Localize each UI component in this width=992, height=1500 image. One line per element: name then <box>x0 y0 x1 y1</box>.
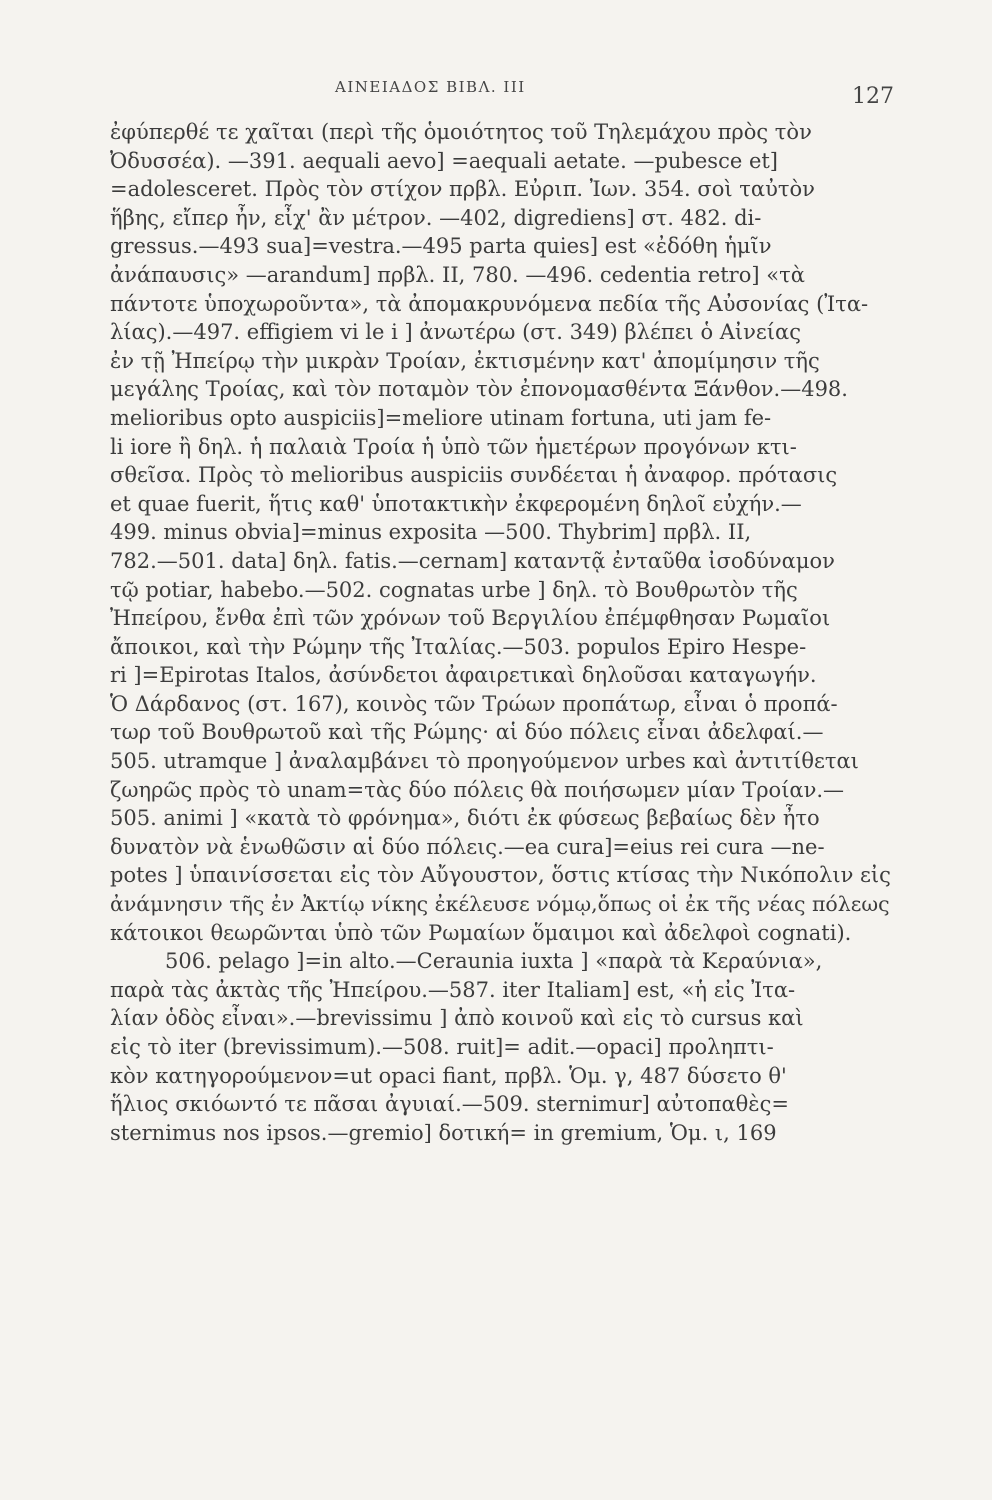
text-line: ἀνάπαυσις» —arandum] πρβλ. II, 780. —496. cedentia retro] «τὰ <box>110 262 805 287</box>
text-line: σθεῖσα. Πρὸς τὸ melioribus auspiciis συνδέεται ἡ ἀναφορ. πρότασις <box>110 463 838 488</box>
page-number: 127 <box>852 84 894 109</box>
running-head: ΑΙΝΕΙΑΔΟΣ ΒΙΒΛ. III <box>335 78 526 96</box>
text-line: Ἠπείρου, ἔνθα ἐπὶ τῶν χρόνων τοῦ Βεργιλίου ἐπέμφθησαν Ρωμαῖοι <box>110 606 831 631</box>
text-line: 499. minus obvia]=minus exposita —500. Thybrim] πρβλ. II, <box>110 520 752 545</box>
text-line: et quae fuerit, ἥτις καθ' ὑποτακτικὴν ἐκφερομένη δηλοῖ εὐχήν.— <box>110 491 802 516</box>
commentary-text <box>110 118 904 1147</box>
text-line: ἐν τῇ Ἠπείρῳ τὴν μικρὰν Τροίαν, ἐκτισμένην κατ' ἀπομίμησιν τῆς <box>110 348 820 373</box>
text-line: li iore ἢ δηλ. ἡ παλαιὰ Τροία ἡ ὑπὸ τῶν ἡμετέρων προγόνων κτι- <box>110 434 797 459</box>
text-line: ἐφύπερθέ τε χαῖται (περὶ τῆς ὁμοιότητος τοῦ Τηλεμάχου πρὸς τὸν <box>110 120 812 144</box>
text-line: gressus.—493 sua]=vestra.—495 parta quies] est «ἐδόθη ἡμῖν <box>110 234 772 259</box>
text-line: ἀνάμνησιν τῆς ἐν Ἀκτίῳ νίκης ἐκέλευσε νόμῳ,ὅπως οἱ ἐκ τῆς νέας πόλεως <box>110 892 890 917</box>
text-line: κάτοικοι θεωρῶνται ὑπὸ τῶν Ρωμαίων ὅμαιμοι καὶ ἀδελφοὶ cognati). <box>110 920 852 945</box>
text-line: μεγάλης Τροίας, καὶ τὸν ποταμὸν τὸν ἐπονομασθέντα Ξάνθον.—498. <box>110 377 848 402</box>
text-line: ἄποικοι, καὶ τὴν Ρώμην τῆς Ἰταλίας.—503. populos Epiro Hespe- <box>110 634 807 659</box>
text-line: ζωηρῶς πρὸς τὸ unam=τὰς δύο πόλεις θὰ ποιήσωμεν μίαν Τροίαν.— <box>110 777 845 802</box>
text-line: Ὁ Δάρδανος (στ. 167), κοινὸς τῶν Τρώων προπάτωρ, εἶναι ὁ προπά- <box>110 691 838 716</box>
text-line: κὸν κατηγορούμενον=ut opaci fiant, πρβλ. Ὁμ. γ, 487 δύσετο θ' <box>110 1063 787 1088</box>
text-line: potes ] ὑπαινίσσεται εἰς τὸν Αὔγουστον, ὅστις κτίσας τὴν Νικόπολιν εἰς <box>110 863 891 888</box>
text-line: 506. pelago ]=in alto.—Ceraunia iuxta ] «παρὰ τὰ Κεραύνια», <box>165 949 823 974</box>
page-header <box>0 70 992 110</box>
text-line: λίας).—497. effigiem vi le i ] ἀνωτέρω (στ. 349) βλέπει ὁ Αἰνείας <box>110 320 801 345</box>
text-line: εἰς τὸ iter (brevissimum).—508. ruit]= adit.—opaci] προληπτι- <box>110 1035 774 1059</box>
text-line: =adolesceret. Πρὸς τὸν στίχον πρβλ. Εὐριπ. Ἰων. 354. σοὶ ταὐτὸν <box>110 177 815 202</box>
text-line: τῷ potiar, habebo.—502. cognatas urbe ] δηλ. τὸ Βουθρωτὸν τῆς <box>110 577 798 602</box>
text-line: 782.—501. data] δηλ. fatis.—cernam] καταντᾷ ἐνταῦθα ἰσοδύναμον <box>110 548 835 573</box>
text-line: τωρ τοῦ Βουθρωτοῦ καὶ τῆς Ρώμης· αἱ δύο πόλεις εἶναι ἀδελφαί.— <box>110 720 824 745</box>
text-line: ἥβης, εἴπερ ἦν, εἶχ' ἂν μέτρον. —402, digrediens] στ. 482. di- <box>110 205 762 230</box>
text-line: melioribus opto auspiciis]=meliore utinam fortuna, uti jam fe- <box>110 405 772 430</box>
text-line: sternimus nos ipsos.—gremio] δοτική= in gremium, Ὁμ. ι, 169 <box>110 1120 777 1145</box>
text-line: Ὀδυσσέα). —391. aequali aevo] =aequali aetate. —pubesce et] <box>110 148 779 173</box>
text-line: παρὰ τὰς ἀκτὰς τῆς Ἠπείρου.—587. iter Italiam] est, «ἡ εἰς Ἰτα- <box>110 977 796 1002</box>
text-line: δυνατὸν νὰ ἑνωθῶσιν αἱ δύο πόλεις.—ea cura]=eius rei cura —ne- <box>110 834 825 859</box>
text-line: ri ]=Epirotas Italos, ἀσύνδετοι ἀφαιρετικαὶ δηλοῦσαι καταγωγήν. <box>110 663 817 688</box>
text-line: 505. utramque ] ἀναλαμβάνει τὸ προηγούμενον urbes καὶ ἀντιτίθεται <box>110 749 859 774</box>
text-line: ἥλιος σκιόωντό τε πᾶσαι ἀγυιαί.—509. sternimur] αὐτοπαθὲς= <box>110 1092 789 1117</box>
text-line: 505. animi ] «κατὰ τὸ φρόνημα», διότι ἐκ φύσεως βεβαίως δὲν ἦτο <box>110 806 820 831</box>
text-line: πάντοτε ὑποχωροῦντα», τὰ ἀπομακρυνόμενα πεδία τῆς Αὐσονίας (Ἰτα- <box>110 291 869 316</box>
text-line: λίαν ὁδὸς εἶναι».—brevissimu ] ἀπὸ κοινοῦ καὶ εἰς τὸ cursus καὶ <box>110 1006 804 1031</box>
